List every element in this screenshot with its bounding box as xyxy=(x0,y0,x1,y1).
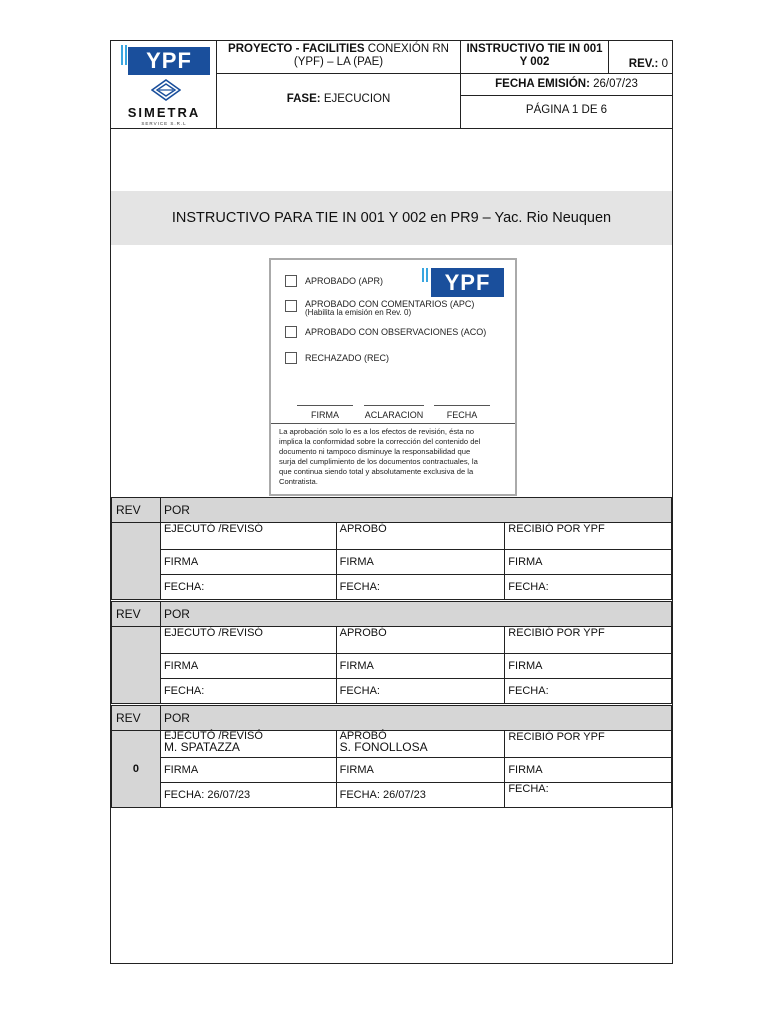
firma-cell: FIRMA xyxy=(505,758,672,783)
aprobo-name: S. FONOLLOSA xyxy=(339,740,428,754)
por-header: POR xyxy=(160,602,671,627)
revision-header-row xyxy=(112,498,672,523)
revision-table xyxy=(111,497,672,600)
table-row xyxy=(112,783,672,808)
table-row xyxy=(112,731,672,758)
ypf-logo: YPF xyxy=(128,47,210,75)
disclaimer-line: que continua siendo total y absolutamente exclusiva de la xyxy=(279,467,474,476)
fecha-cell: FECHA: 26/07/23 xyxy=(160,783,336,808)
firma-cell: FIRMA xyxy=(160,758,336,783)
fecha-emision-label: FECHA EMISIÓN: xyxy=(495,78,590,90)
recibio-cell: RECIBIÓ POR YPF xyxy=(505,523,672,550)
disclaimer-line: surja del cumplimiento de los documentos contractuales, la xyxy=(279,457,478,466)
aprobo-cell xyxy=(336,627,505,654)
aprobo-label: APROBÓ xyxy=(339,627,387,639)
revision-table xyxy=(111,601,672,704)
table-row xyxy=(112,654,672,679)
rev-label: REV.: xyxy=(628,58,659,70)
por-header: POR xyxy=(160,706,671,731)
aclaracion-label: ACLARACION xyxy=(364,410,424,420)
disclaimer-line: La aprobación solo lo es a los efectos de revisión, ésta no xyxy=(279,427,475,436)
recibio-cell: RECIBIÓ POR YPF xyxy=(505,731,672,758)
firma-cell: FIRMA xyxy=(505,550,672,575)
revision-header-row xyxy=(112,706,672,731)
table-row xyxy=(112,523,672,550)
option-aco-label: APROBADO CON OBSERVACIONES (ACO) xyxy=(305,327,487,337)
document-title: INSTRUCTIVO PARA TIE IN 001 Y 002 en PR9 – Yac. Rio Neuquen xyxy=(111,191,672,245)
ejecuto-cell xyxy=(160,523,336,550)
approval-stamp xyxy=(269,258,517,496)
firma-cell: FIRMA xyxy=(160,654,336,679)
option-apc-label: APROBADO CON COMENTARIOS (APC) xyxy=(305,299,475,309)
fase-label: FASE: xyxy=(286,93,321,105)
disclaimer-line: implica la conformidad sobre la corrección del contenido del xyxy=(279,437,481,446)
table-row xyxy=(112,627,672,654)
rev-header: REV xyxy=(112,706,161,731)
aclaracion-line xyxy=(364,405,424,406)
table-row xyxy=(112,758,672,783)
aprobo-label: APROBÓ xyxy=(339,523,387,535)
fecha-line xyxy=(434,405,490,406)
aprobo-label: APROBÓ xyxy=(339,730,387,742)
logo-cell xyxy=(111,41,217,129)
revision-table xyxy=(111,705,672,808)
simetra-diamond-icon xyxy=(151,79,181,101)
table-row xyxy=(112,575,672,600)
firma-cell: FIRMA xyxy=(336,550,505,575)
por-header: POR xyxy=(160,498,671,523)
ypf-bars-icon xyxy=(422,268,430,284)
ejecuto-name: M. SPATAZZA xyxy=(163,740,240,754)
fecha-cell: FECHA: xyxy=(160,679,336,704)
disclaimer-line: documento ni tampoco disminuye la responsabilidad que xyxy=(279,447,471,456)
ejecuto-label: EJECUTÓ /REVISÓ xyxy=(163,627,263,639)
recibio-cell: RECIBIÓ POR YPF xyxy=(505,627,672,654)
rev-number xyxy=(112,627,161,704)
rev-number: 0 xyxy=(112,731,161,808)
ejecuto-cell xyxy=(160,627,336,654)
checkbox-aco[interactable] xyxy=(285,326,297,338)
rev-value: 0 xyxy=(661,58,668,70)
instructivo-line-2: Y 002 xyxy=(519,56,550,68)
fecha-emision-cell xyxy=(461,74,672,96)
option-rec-label: RECHAZADO (REC) xyxy=(305,353,390,363)
table-row xyxy=(112,679,672,704)
fase-value: EJECUCION xyxy=(323,93,391,105)
stamp-ypf-logo: YPF xyxy=(431,268,504,297)
fecha-emision-value: 26/07/23 xyxy=(593,78,638,90)
document-page xyxy=(110,40,673,964)
fecha-cell: FECHA: xyxy=(160,575,336,600)
ejecuto-cell xyxy=(160,731,336,758)
fecha-label: FECHA xyxy=(446,410,478,420)
fecha-cell: FECHA: xyxy=(336,679,505,704)
proyecto-value-1: CONEXIÓN RN xyxy=(367,43,449,55)
firma-label: FIRMA xyxy=(311,410,339,420)
firma-cell: FIRMA xyxy=(336,654,505,679)
pagina-cell: PÁGINA 1 DE 6 xyxy=(461,96,672,129)
document-header xyxy=(111,41,672,129)
fecha-cell: FECHA: 26/07/23 xyxy=(336,783,505,808)
fecha-cell: FECHA: xyxy=(505,783,672,808)
simetra-subtitle: SERVICE S.R.L xyxy=(141,121,187,126)
option-apc-sub: (Habilita la emisión en Rev. 0) xyxy=(305,308,412,317)
fase-cell xyxy=(217,74,461,129)
firma-cell: FIRMA xyxy=(505,654,672,679)
rev-header: REV xyxy=(112,498,161,523)
rev-header: REV xyxy=(112,602,161,627)
firma-line xyxy=(297,405,353,406)
stamp-disclaimer xyxy=(271,423,515,487)
instructivo-cell xyxy=(461,41,609,74)
disclaimer-line: Contratista. xyxy=(279,477,318,486)
aprobo-cell xyxy=(336,523,505,550)
instructivo-line-1: INSTRUCTIVO TIE IN 001 xyxy=(466,43,603,55)
fecha-cell: FECHA: xyxy=(505,679,672,704)
aprobo-cell xyxy=(336,731,505,758)
ejecuto-label: EJECUTÓ /REVISÓ xyxy=(163,523,263,535)
checkbox-apr[interactable] xyxy=(285,275,297,287)
proyecto-cell xyxy=(217,41,461,74)
ejecuto-label: EJECUTÓ /REVISÓ xyxy=(163,730,263,742)
checkbox-apc[interactable] xyxy=(285,300,297,312)
option-apr-label: APROBADO (APR) xyxy=(305,276,384,286)
firma-cell: FIRMA xyxy=(336,758,505,783)
proyecto-label: PROYECTO - FACILITIES xyxy=(228,43,365,55)
checkbox-rec[interactable] xyxy=(285,352,297,364)
rev-number xyxy=(112,523,161,600)
proyecto-value-2: (YPF) – LA (PAE) xyxy=(293,56,384,68)
table-row xyxy=(112,550,672,575)
rev-cell xyxy=(609,41,672,74)
simetra-logo: SIMETRA xyxy=(127,105,201,120)
fecha-cell: FECHA: xyxy=(505,575,672,600)
firma-cell: FIRMA xyxy=(160,550,336,575)
revision-header-row xyxy=(112,602,672,627)
fecha-cell: FECHA: xyxy=(336,575,505,600)
